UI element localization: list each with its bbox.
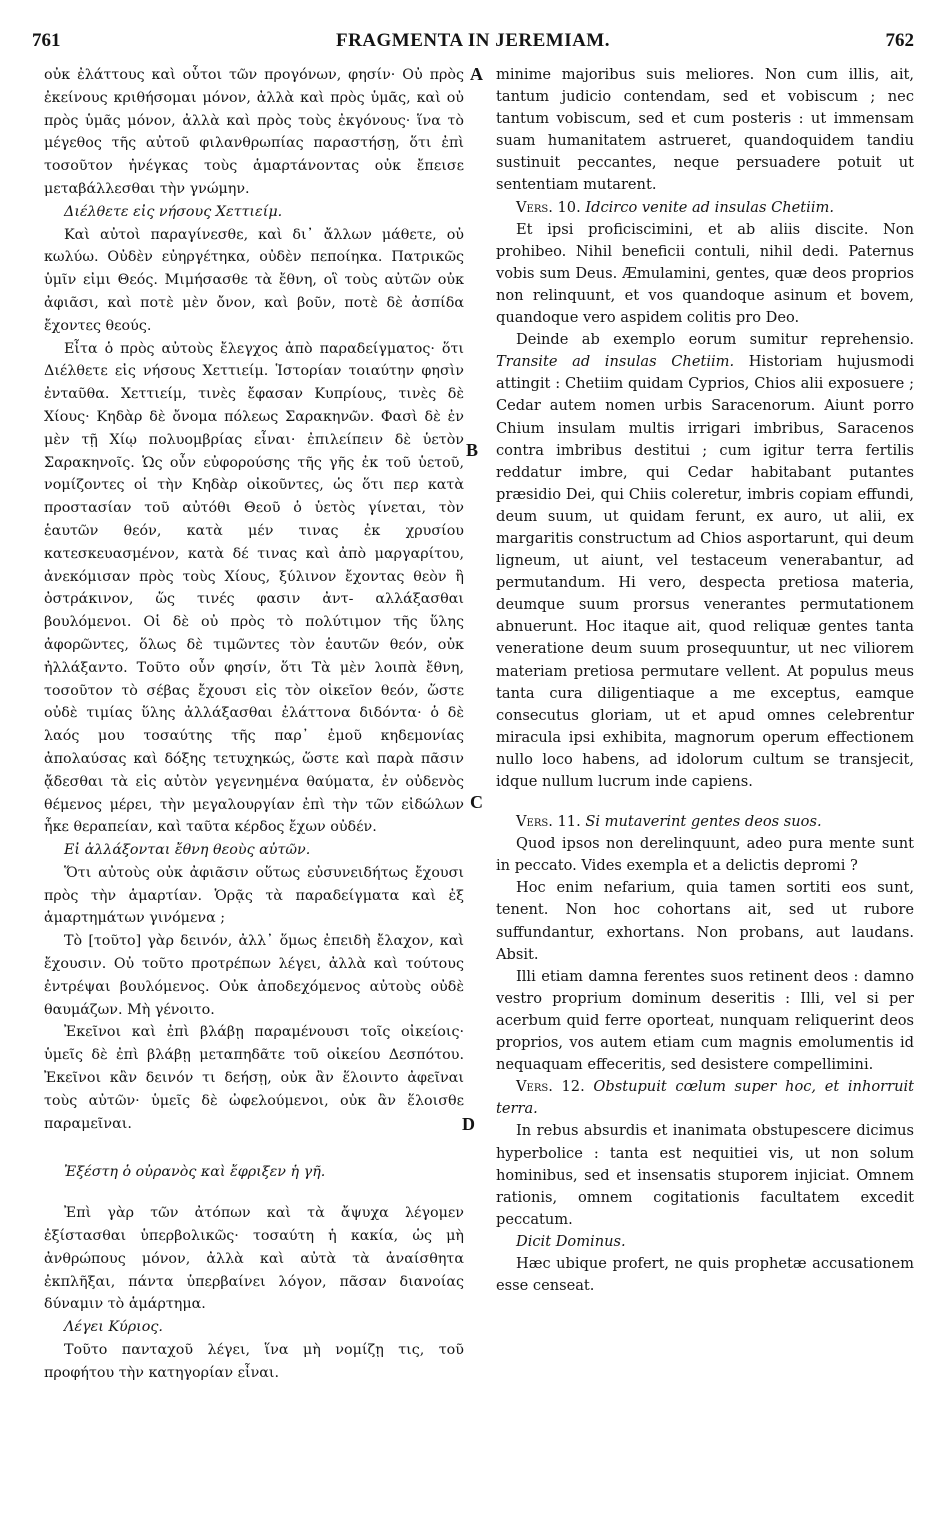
verse-heading-12 [496,1076,914,1120]
spacer [496,793,914,811]
latin-text: Historiam hujusmodi attingit : Chetiim quidam Cyprios, Chios alii exposuere ; Cedar autem nomen urbis Saracenorum. Aiunt porro Chium insulam multis irrigari imbribus, Saracenos contra imbribus destitui ; cum igitur terra fertilis reddatur imbre, qui Cedar habitabant putantes præsidio Dei, qui Chiis coleretur, imbris copiam effundi, deum suum, ut quidam ferunt, ex auro, ut alii, ex margaritis constructum ad Chios asportarunt, qui deum ligneum, ut aiunt, vel testaceum venerabantur, ad permutandum. Hi vero, despecta pretiosa materia, deumque suum prorsus venerantes permutationem abnuerunt. Hoc itaque ait, quod reliquæ gentes tanta veneratione deum suum prosequuntur, ut nec viliorem materiam pretiosa permutare vellent. At populus meus tanta cura diligentiaque a me exceptus, eamque consecutus gloriam, ut et apud omnes celebrentur miracula ipsi exhibita, magnorum operum effectionem nullo loco habens, ad idolorum cultum se transjecit, idque nullum lucrum inde capiens. [496,353,915,790]
margin-marker-a: A [470,64,483,84]
verse-lemma: Obstupuit cœlum super hoc, et inhorruit terra. [496,1078,915,1118]
latin-paragraph [496,329,914,793]
margin-marker-b: B [466,440,479,460]
latin-paragraph: Quod ipsos non derelinquunt, adeo pura mente sunt in peccato. Vides exempla et a delictis depromi ? [496,835,914,875]
spacer [44,1135,464,1161]
page-number-right: 762 [885,30,914,51]
greek-paragraph: Ἐκεῖνοι καὶ ἐπὶ βλάβῃ παραμένουσι τοῖς οἰκείοις· ὑμεῖς δὲ ἐπὶ βλάβῃ μεταπηδᾶτε τοῦ οἰκείου Δεσπότου. Ἐκεῖνοι κἂν δεινόν τι δεήσῃ, οὐκ ἂν ἕλοιντο ἀφεῖναι τοὺς αὐτῶν· ὑμεῖς δὲ ὠφελούμενοι, οὐκ ἂν ἕλοισθε παραμεῖναι. [44,1024,464,1132]
latin-column [496,64,914,1297]
greek-paragraph: Ὅτι αὐτοὺς οὐκ ἀφιᾶσιν οὕτως εὐσυνειδήτως ἔχουσι πρὸς τὴν ἁμαρτίαν. Ὁρᾷς τὰ παραδείγματα καὶ ἐξ ἁμαρτημάτων γινόμενα ; [44,864,464,927]
latin-paragraph: Hoc enim nefarium, quia tamen sortiti eos sunt, tenent. Non hoc cohortans ait, sed ut rubore suffundantur, exhortans. Non probans, aut laudans. Absit. [496,879,914,963]
running-header [32,30,914,58]
verse-label: Vers. 10. [516,198,581,216]
verse-heading-10 [496,197,914,219]
margin-marker-d: D [462,1114,475,1134]
greek-paragraph: οὐκ ἐλάττους καὶ οὗτοι τῶν προγόνων, φησίν· Οὐ πρὸς ἐκείνους κριθήσομαι μόνον, ἀλλὰ καὶ πρὸς ὑμᾶς, καὶ οὐ πρὸς ὑμᾶς μόνον, ἀλλὰ καὶ πρὸς τοὺς ἐκγόνους· ἵνα τὸ μέγεθος τῆς αὐτοῦ φιλανθρωπίας παραστήσῃ, ὅτι ἐπὶ τοσοῦτον ἠνέγκας τοὺς ἁμαρτάνοντας οὐκ ἔπεισε μεταβάλλεσθαι τὴν γνώμην. [44,67,464,197]
greek-lemma-heading: Ἐξέστη ὁ οὐρανὸς καὶ ἔφριξεν ἡ γῆ. [64,1164,326,1181]
verse-lemma: Idcirco venite ad insulas Chetiim. [585,198,834,216]
latin-paragraph: Hæc ubique profert, ne quis prophetæ accusationem esse censeat. [496,1254,914,1295]
verse-label: Vers. 11. [516,813,581,831]
greek-paragraph: Τοῦτο πανταχοῦ λέγει, ἵνα μὴ νομίζῃ τις, τοῦ προφήτου τὴν κατηγορίαν εἶναι. [44,1342,464,1381]
greek-paragraph: Καὶ αὐτοὶ παραγίνεσθε, καὶ δι᾽ ἄλλων μάθετε, οὐ κωλύω. Οὐδὲν εὐηργέτηκα, οὐδὲν πεποίηκα. Πατρικῶς ὑμῖν εἰμι Θεός. Μιμήσασθε τὰ ἔθνη, οἳ τοὺς αὐτῶν οὐκ ἀφιᾶσι, καὶ ποτὲ μὲν ὄνον, καὶ βοῦν, ποτὲ δὲ ἀσπίδα ἔχοντες θεούς. [44,226,464,334]
verse-label: Vers. 12. [516,1078,585,1096]
greek-lemma-heading: Εἰ ἀλλάξονται ἔθνη θεοὺς αὐτῶν. [64,842,311,859]
greek-paragraph: Ἐπὶ γὰρ τῶν ἀτόπων καὶ τὰ ἄψυχα λέγομεν ἐξίστασθαι ὑπερβολικῶς· τοσαύτη ἡ κακία, ὡς μὴ ἀνθρώπους μόνον, ἀλλὰ καὶ αὐτὰ τὰ ἀναίσθητα ἐκπλῆξαι, πάντα ὑπερβαίνει λόγον, πᾶσαν διανοίας δύναμιν τὸ ἁμάρτημα. [44,1205,464,1313]
greek-column [44,64,464,1385]
greek-paragraph: Εἶτα ὁ πρὸς αὐτοὺς ἔλεγχος ἀπὸ παραδείγματος· ὅτι Διέλθετε εἰς νήσους Χεττιείμ. Ἱστορίαν τοιαύτην φησὶν ἐνταῦθα. Χεττιείμ, τινὲς ἔφασαν Κυπρίους, τινὲς δὲ Χίους· Κηδὰρ δὲ ὄνομα πόλεως Σαρακηνῶν. Φασὶ δὲ ἐν μὲν τῇ Χίῳ πολυομβρίας εἶναι· ἐπιλείπειν δὲ ὑετὸν Σαρακηνοῖς. Ὡς οὖν εὐφορούσης τῆς γῆς ἐκ τοῦ ὑετοῦ, νομίζοντες οἱ τὴν Κηδὰρ οἰκοῦντες, ὡς ὅτι περ κατὰ προστασίαν τοῦ αὐτόθι Θεοῦ ὁ ὑετὸς γίνεται, τὸν ἑαυτῶν θεόν, κατὰ μέν τινας ἐκ χρυσίου κατεσκευασμένον, κατὰ δέ τινας καὶ ἀπὸ μαργαρίτου, ἀνεκόμισαν πρὸς τοὺς Χίους, ξύλινον ἔχοντας θεὸν ἢ ὀστράκινον, ὥς τινές φασιν ἀντ- αλλάξασθαι βουλόμενοι. Οἱ δὲ οὐ πρὸς τὸ πολύτιμον τῆς ὕλης ἀφορῶντες, ὅλως δὲ τιμῶντες τὸν ἑαυτῶν θεόν, οὐκ ἠλλάξαντο. Τοῦτο οὖν φησίν, ὅτι Τὰ μὲν λοιπὰ ἔθνη, τοσοῦτον τὸ σέβας ἔχουσι εἰς τὸν οἰκεῖον θεόν, ὥστε οὐδὲ τιμίας ὕλης ἀλλάξασθαι ἐλάττονα διδόντα· ὁ δὲ λαός μου τοσαύτης τῆς παρ᾽ ἐμοῦ κηδεμονίας ἀπολαύσας καὶ δόξης τετυχηκώς, ὥστε καὶ παρὰ πᾶσιν ᾄδεσθαι τὰ εἰς αὐτὸν γεγενημένα θαύματα, ἐν οὐδενὸς θέμενος μέρει, τὴν μεγαλουργίαν ἐπὶ τὴν τῶν εἰδώλων ἧκε θεραπείαν, καὶ ταῦτα κέρδος ἔχων οὐδέν. [44,340,464,836]
running-title: FRAGMENTA IN JEREMIAM. [335,30,610,51]
page-number-left: 761 [32,30,61,51]
margin-marker-c: C [470,792,483,812]
greek-paragraph: Τὸ [τοῦτο] γὰρ δεινόν, ἀλλ᾽ ὅμως ἐπειδὴ ἔλαχον, καὶ ἔχουσιν. Οὐ τοῦτο προτρέπων λέγει, ἀλλὰ καὶ τούτους ἐντρέψαι βουλόμενος. Οὐκ ἀποδεχόμενος αὐτοὺς οὐδὲ θαυμάζων. Μὴ γένοιτο. [44,933,464,1018]
greek-lemma-heading: Διέλθετε εἰς νήσους Χεττιείμ. [64,203,283,220]
greek-lemma-heading: Λέγει Κύριος. [64,1319,163,1336]
latin-lemma-heading: Dicit Dominus. [516,1232,626,1250]
latin-text: Deinde ab exemplo eorum sumitur reprehensio. [516,331,914,349]
latin-paragraph: Illi etiam damna ferentes suos retinent deos : damno vestro proprium dominum deseritis : Illi, vel si per acerbum quid ferre oporteat, nunquam reliquerint deos proprios, vos autem etiam cum magnis emolumentis id nequaquam effeceritis, sed desistere compellimini. [496,967,914,1074]
latin-paragraph: minime majoribus suis meliores. Non cum illis, ait, tantum judicio contendam, sed et vobiscum ; nec tantum vobiscum, sed et cum posteris : ut immensam suam humanitatem astrueret, quandoquidem tandiu sustinuit peccantes, neque persuadere potuit ut sententiam mutarent. [496,66,914,194]
latin-paragraph: In rebus absurdis et inanimata obstupescere dicimus hyperbolice : tanta est nequitiei vis, ut non solum hominibus, sed et insensatis stuporem injiciat. Omnem rationis, omnem cogitationis facultatem excedit peccatum. [496,1122,914,1228]
latin-paragraph: Et ipsi proficiscimini, et ab aliis discite. Non prohibeo. Nihil beneficii contuli, nihil dedi. Paternus vobis sum Deus. Æmulamini, gentes, quæ deos proprios non relinquunt, et vos quandoque asinum et bovem, quandoque vero aspidem colitis pro Deo. [496,220,914,327]
verse-heading-11 [496,811,914,833]
latin-lemma: Transite ad insulas Chetiim. [496,353,735,371]
spacer [44,1184,464,1202]
verse-lemma: Si mutaverint gentes deos suos. [585,813,822,831]
